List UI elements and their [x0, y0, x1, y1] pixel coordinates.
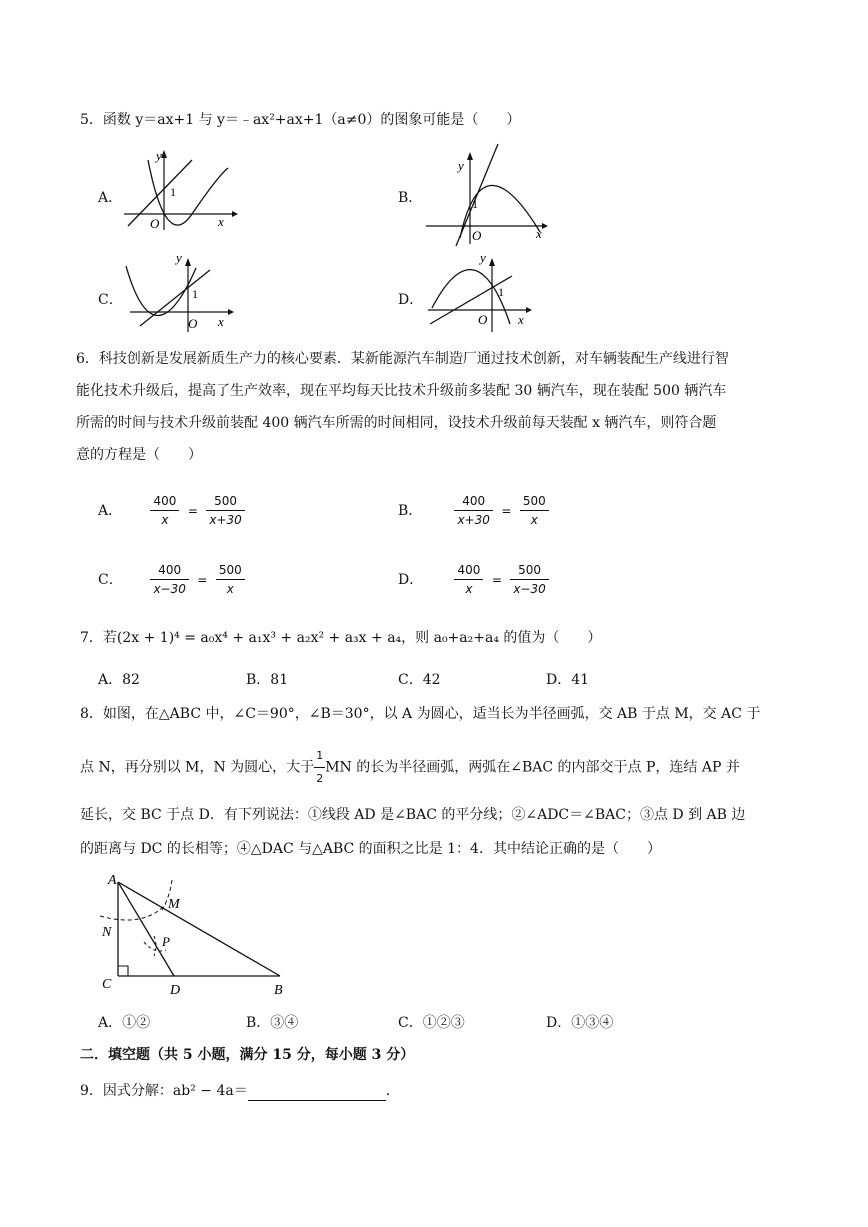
q8-line-2: [80, 746, 740, 789]
q8-triangle-figure: [96, 870, 296, 998]
q6-d-right-fraction: $\frac{500}{x-30}$: [510, 563, 548, 596]
q8-half-fraction: $\frac{1}{2}$: [314, 746, 325, 789]
q5a-x-label: x: [218, 214, 224, 229]
q6-a-right-fraction: $\frac{500}{x+30}$: [206, 494, 244, 527]
q7-option-c: C．42: [398, 672, 441, 688]
q9-stem: [80, 1081, 400, 1101]
q5-option-b-label: B．: [398, 190, 423, 206]
q5d-x-label: x: [518, 312, 524, 327]
q6-option-d: D． $\frac{400}{x}$ = $\frac{500}{x-30}$: [398, 563, 549, 596]
q5-graph-a: [120, 148, 240, 234]
q5d-origin-label: O: [478, 312, 488, 327]
q6-a-left-fraction: $\frac{400}{x}$: [150, 494, 179, 527]
q5a-origin-label: O: [150, 216, 160, 231]
q7-option-b: B．81: [246, 672, 289, 688]
q5-stem: 5．函数 y＝ax+1 与 y＝﹣ax²+ax+1（a≠0）的图象可能是（ ）: [80, 112, 521, 128]
q7-option-a: A．82: [98, 672, 140, 688]
q8-option-d: D．①③④: [546, 1015, 614, 1031]
q6-option-a: A． $\frac{400}{x}$ = $\frac{500}{x+30}$: [98, 494, 245, 527]
q5b-origin-label: O: [472, 228, 482, 243]
q6-option-c: C． $\frac{400}{x-30}$ = $\frac{500}{x}$: [98, 563, 245, 596]
q8-line-2-pre: 点 N，再分别以 M，N 为圆心，大于: [80, 759, 315, 776]
q6-option-a-label: A．: [98, 502, 123, 519]
q6-b-left-fraction: $\frac{400}{x+30}$: [454, 494, 492, 527]
q5c-x-label: x: [218, 314, 224, 329]
q6-line-1: 6．科技创新是发展新质生产力的核心要素．某新能源汽车制造厂通过技术创新，对车辆装配生产线进行智: [76, 351, 729, 367]
q6-line-4: 意的方程是（ ）: [76, 447, 202, 463]
q6-option-b: B． $\frac{400}{x+30}$ = $\frac{500}{x}$: [398, 494, 549, 527]
q8-option-c: C．①②③: [398, 1015, 465, 1031]
q5c-one-label: 1: [192, 287, 198, 301]
q5d-one-label: 1: [498, 285, 504, 299]
q6-c-right-fraction: $\frac{500}{x}$: [216, 563, 245, 596]
q8-line-3: 延长，交 BC 于点 D．有下列说法：①线段 AD 是∠BAC 的平分线；②∠ADC＝∠BAC；③点 D 到 AB 边: [80, 807, 746, 823]
q5b-one-label: 1: [472, 197, 478, 211]
q8-line-4: 的距离与 DC 的长相等；④△DAC 与△ABC 的面积之比是 1：4．其中结论正确的是（ ）: [80, 841, 661, 857]
q5-graph-d: [424, 248, 540, 334]
section-2-title: 二．填空题（共 5 小题，满分 15 分，每小题 3 分）: [80, 1047, 415, 1063]
q6-option-d-label: D．: [398, 571, 424, 588]
q9-end: ．: [385, 1083, 400, 1099]
q6-b-right-fraction: $\frac{500}{x}$: [520, 494, 549, 527]
q8-point-b: B: [274, 983, 283, 998]
q5-option-d-label: D．: [398, 292, 424, 308]
q8-line-2-post: MN 的长为半径画弧，两弧在∠BAC 的内部交于点 P，连结 AP 并: [325, 759, 740, 776]
q6-line-2: 能化技术升级后，提高了生产效率，现在平均每天比技术升级前多装配 30 辆汽车，现在装配 500 辆汽车: [76, 383, 727, 399]
q8-point-n: N: [102, 925, 112, 940]
q5a-one-label: 1: [170, 185, 176, 199]
q7-stem: 7．若(2x + 1)⁴ = a₀x⁴ + a₁x³ + a₂x² + a₃x + a₄，则 a₀+a₂+a₄ 的值为（ ）: [80, 630, 602, 646]
q8-point-a: A: [108, 873, 117, 888]
q8-line-1: 8．如图，在△ABC 中，∠C＝90°，∠B＝30°，以 A 为圆心，适当长为半径画弧，交 AB 于点 M，交 AC 于: [80, 706, 761, 722]
q6-line-3: 所需的时间与技术升级前装配 400 辆汽车所需的时间相同，设技术升级前每天装配 x 辆汽车，则符合题: [76, 415, 717, 431]
q5c-origin-label: O: [188, 316, 198, 331]
q9-text: 9．因式分解：ab² − 4a＝: [80, 1083, 248, 1099]
q8-option-a: A．①②: [98, 1015, 151, 1031]
q5-option-a-label: A．: [98, 190, 123, 206]
q8-option-b: B．③④: [246, 1015, 299, 1031]
q6-c-left-fraction: $\frac{400}{x-30}$: [150, 563, 188, 596]
q5a-y-label: y: [156, 148, 162, 163]
q6-option-c-label: C．: [98, 571, 123, 588]
q5d-y-label: y: [480, 250, 486, 265]
q6-option-b-label: B．: [398, 502, 423, 519]
q8-point-m: M: [168, 897, 180, 912]
q6-stem: [76, 349, 798, 465]
q5b-x-label: x: [536, 226, 542, 241]
q5-graph-c: [120, 248, 240, 334]
q6-d-left-fraction: $\frac{400}{x}$: [454, 563, 483, 596]
q5c-y-label: y: [176, 250, 182, 265]
q8-point-p: P: [162, 934, 170, 949]
q9-answer-blank[interactable]: [248, 1085, 386, 1101]
q5-option-c-label: C．: [98, 292, 123, 308]
q8-point-c: C: [102, 977, 112, 992]
q5-graph-b: [424, 142, 554, 246]
q8-point-d: D: [170, 983, 181, 998]
q5b-y-label: y: [458, 158, 464, 173]
q7-option-d: D．41: [546, 672, 590, 688]
